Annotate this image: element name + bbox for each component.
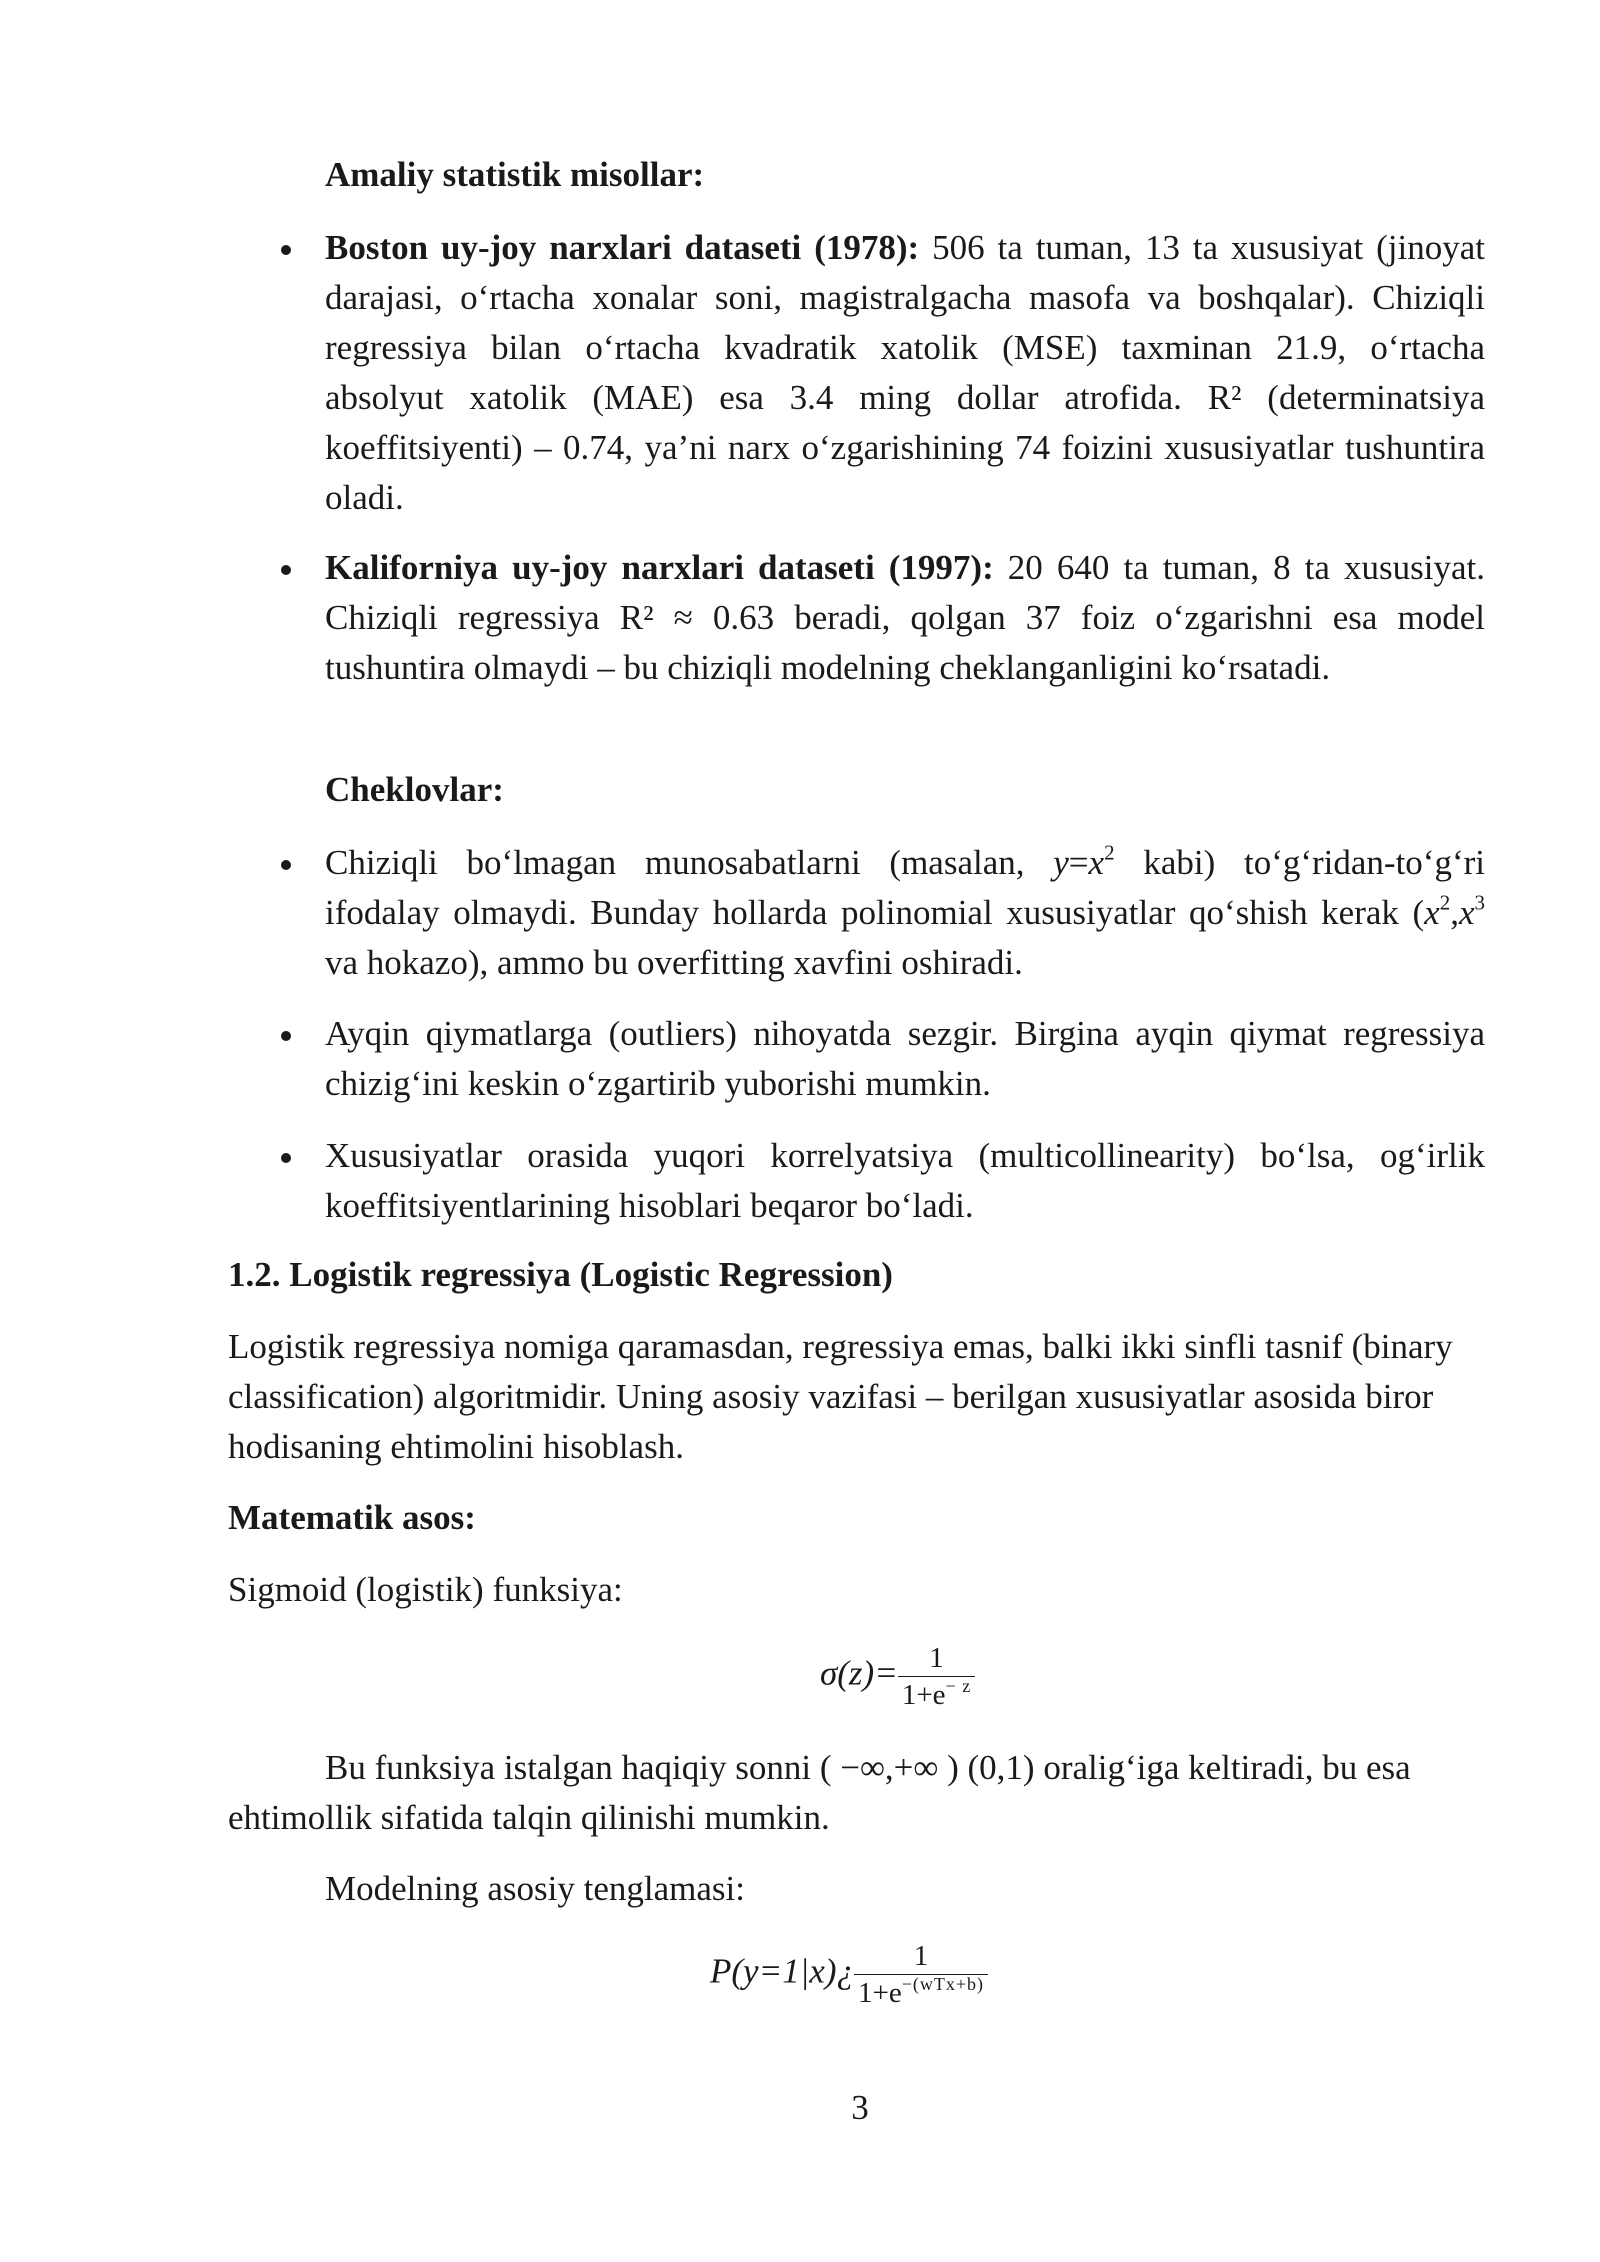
page-number: 3	[851, 2088, 869, 2127]
examples-heading: Amaliy statistik misollar:	[325, 155, 705, 194]
california-dataset-item	[325, 543, 1485, 693]
boston-lead: Boston uy-joy narxlari dataseti (1978):	[325, 228, 920, 267]
section-title: 1.2. Logistik regressiya (Logistic Regression)	[228, 1255, 893, 1294]
bullet-marker	[281, 565, 291, 575]
bullet-marker	[281, 860, 291, 870]
bullet-marker	[281, 1031, 291, 1041]
math-heading: Matematik asos:	[228, 1498, 476, 1537]
bullet-marker	[281, 1153, 291, 1163]
sigmoid-label: Sigmoid (logistik) funksiya:	[228, 1570, 623, 1609]
sigmoid-formula	[820, 1640, 1220, 1713]
boston-dataset-item	[325, 223, 1485, 523]
range-paragraph: Bu funksiya istalgan haqiqiy sonni ( −∞,+∞ ) (0,1) oralig‘iga keltiradi, bu esa ehtimollik sifatida talqin qilinishi mumkin.	[228, 1748, 1411, 1837]
limitation-outliers: Ayqin qiymatlarga (outliers) nihoyatda sezgir. Birgina ayqin qiymat regressiya chizig‘ini keskin o‘zgartirib yuborishi mumkin.	[325, 1014, 1485, 1103]
intro-paragraph: Logistik regressiya nomiga qaramasdan, regressiya emas, balki ikki sinfli tasnif (binary classification) algoritmidir. Uning asosiy vazifasi – berilgan xususiyatlar asosida biror hodisaning ehtimolini hisoblash.	[228, 1327, 1453, 1466]
sigmoid-lhs: σ(z)=	[820, 1653, 898, 1693]
boston-text: 506 ta tuman, 13 ta xususiyat (jinoyat darajasi, o‘rtacha xonalar soni, magistralgacha masofa va boshqalar). Chiziqli regressiya bilan o‘rtacha kvadratik xatolik (MSE) taxminan 21.9, o‘rtacha absolyut xatolik (MAE) esa 3.4 ming dollar atrofida. R² (determinatsiya koeffitsiyenti) – 0.74, ya’ni narx o‘zgarishining 74 foizini xususiyatlar tushuntira oladi.	[325, 228, 1485, 517]
limitations-heading: Cheklovlar:	[325, 770, 504, 809]
california-lead: Kaliforniya uy-joy narxlari dataseti (1997):	[325, 548, 994, 587]
model-formula	[710, 1938, 1210, 2011]
model-label: Modelning asosiy tenglamasi:	[325, 1869, 745, 1908]
bullet-marker	[281, 245, 291, 255]
sigmoid-fraction: $\frac{1}{1+e^{- z}}$	[898, 1640, 975, 1713]
model-lhs: P(y=1|x)¿	[710, 1951, 854, 1991]
model-fraction: $\frac{1}{1+e^{-(wTx+b)}}$	[854, 1938, 988, 2011]
california-text: 20 640 ta tuman, 8 ta xususiyat. Chiziqli regressiya R² ≈ 0.63 beradi, qolgan 37 foiz o‘zgarishni esa model tushuntira olmaydi – bu chiziqli modelning cheklanganligini ko‘rsatadi.	[325, 548, 1485, 687]
limitation-multicollinearity: Xususiyatlar orasida yuqori korrelyatsiya (multicollinearity) bo‘lsa, og‘irlik koeffitsiyentlarining hisoblari beqaror bo‘ladi.	[325, 1136, 1485, 1225]
limitation-nonlinear: Chiziqli bo‘lmagan munosabatlarni (masalan, $y=x^2$ kabi) to‘g‘ridan-to‘g‘ri ifodalay olmaydi. Bunday hollarda polinomial xususiyatlar qo‘shish kerak ($x^2,x^3$ va hokazo), ammo bu overfitting xavfini oshiradi.	[325, 840, 1485, 982]
